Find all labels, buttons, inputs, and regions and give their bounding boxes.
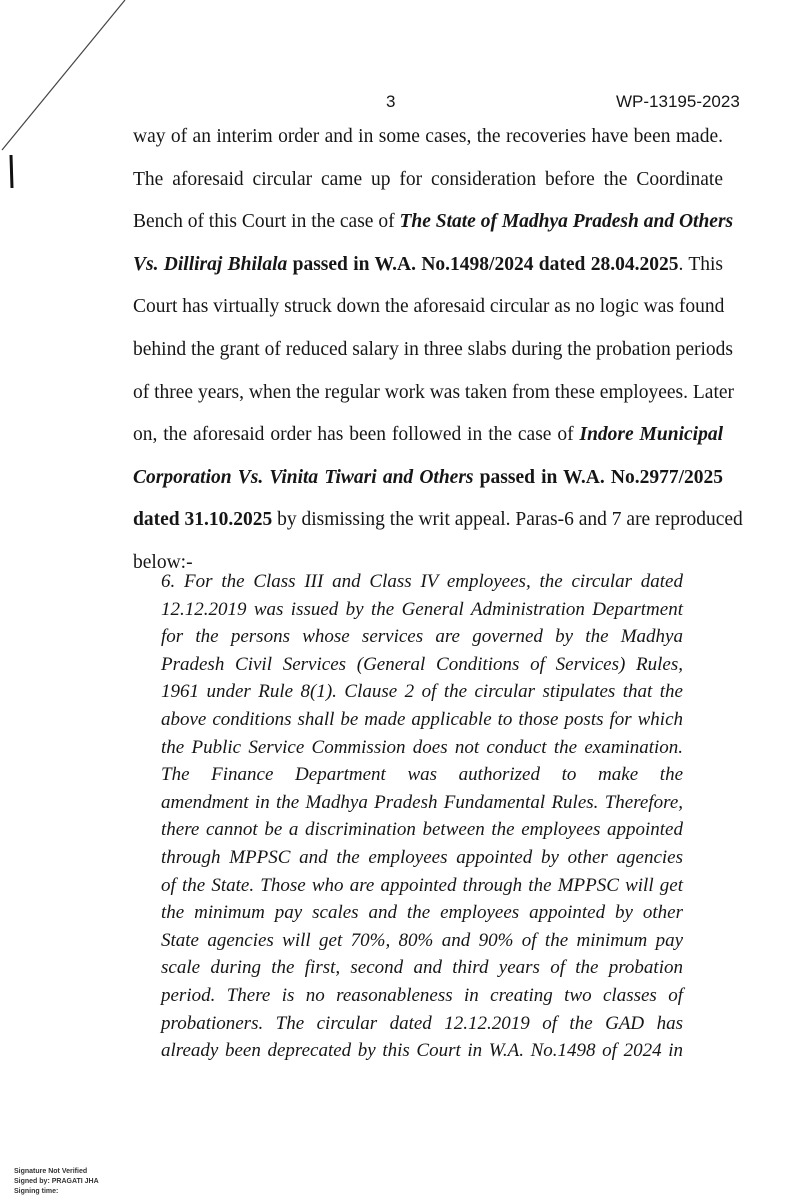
case-number: WP-13195-2023 [616,92,740,111]
quote-line: 12.12.2019 was issued by the General Administration Department [161,598,683,620]
quote-line: of the State. Those who are appointed through the MPPSC will get [161,874,683,896]
quote-line: the Public Service Commission does not conduct the examination. [161,736,683,758]
case-citation: passed in W.A. No.1498/2024 dated 28.04.2025 [287,253,679,275]
quote-line: 6. For the Class III and Class IV employees, the circular dated [161,571,683,592]
quote-line: amendment in the Madhya Pradesh Fundamental Rules. Therefore, [161,791,683,813]
signature-time: Signing time: [14,1188,59,1195]
case-citation: Vs. Dilliraj Bhilala [133,253,288,275]
quote-line: through MPPSC and the employees appointed by other agencies [161,846,683,868]
body-line [133,159,723,202]
order-body-paragraph [133,116,743,585]
page-number: 3 [386,92,396,111]
quote-line: for the persons whose services are governed by the Madhya [161,626,683,648]
page-header [0,92,807,114]
case-citation: Corporation Vs. Vinita Tiwari and Others [133,466,474,488]
body-text-segment: below:- [133,551,193,573]
body-line [133,116,723,159]
quote-line: period. There is no reasonableness in creating two classes of [161,984,683,1006]
case-citation: passed in W.A. No.2977/2025 [473,466,723,488]
body-text-segment: behind the grant of reduced salary in three slabs during the probation periods [133,338,733,360]
quote-line: above conditions shall be made applicable to those posts for which [161,708,683,730]
body-text-segment: way of an interim order and in some cases, the recoveries have been made. [133,126,723,147]
quote-line: 1961 under Rule 8(1). Clause 2 of the circular stipulates that the [161,681,683,703]
quote-line: already been deprecated by this Court in W.A. No.1498 of 2024 in [161,1040,683,1062]
digital-signature-stamp [14,1164,114,1196]
quote-line: Pradesh Civil Services (General Conditions of Services) Rules, [161,653,683,675]
body-text-segment: Bench of this Court in the case of [133,211,400,233]
body-line [133,372,735,415]
quoted-paragraph [161,568,683,1065]
quote-line: scale during the first, second and third years of the probation [161,957,683,979]
quote-line: The Finance Department was authorized to make the [161,764,683,786]
body-text-segment: The aforesaid circular came up for consideration before the Coordinate [133,168,723,190]
signature-signer: Signed by: PRAGATI JHA [14,1178,99,1185]
case-citation: dated 31.10.2025 [133,509,273,531]
body-line [133,499,743,542]
quote-line: State agencies will get 70%, 80% and 90% of the minimum pay [161,929,683,951]
body-line [133,201,734,244]
body-text-segment: Court has virtually struck down the aforesaid circular as no logic was found [133,296,725,318]
signature-status: Signature Not Verified [14,1168,88,1175]
quote-line: probationers. The circular dated 12.12.2019 of the GAD has [161,1012,683,1034]
quote-line: there cannot be a discrimination between the employees appointed [161,819,683,841]
body-text-segment: of three years, when the regular work was taken from these employees. Later [133,381,735,403]
case-citation: Indore Municipal [579,424,723,446]
body-text-segment: on, the aforesaid order has been followed in the case of [133,424,580,446]
body-line [133,329,733,372]
body-line [133,244,723,287]
quote-line: the minimum pay scales and the employees appointed by other [161,902,683,924]
case-citation: The State of Madhya Pradesh and Others [399,211,734,233]
body-line [133,414,723,457]
body-text-segment: . This [678,253,723,275]
body-line [133,457,723,500]
body-line [133,286,723,329]
body-text-segment: by dismissing the writ appeal. Paras-6 and 7 are reproduced [272,509,743,531]
